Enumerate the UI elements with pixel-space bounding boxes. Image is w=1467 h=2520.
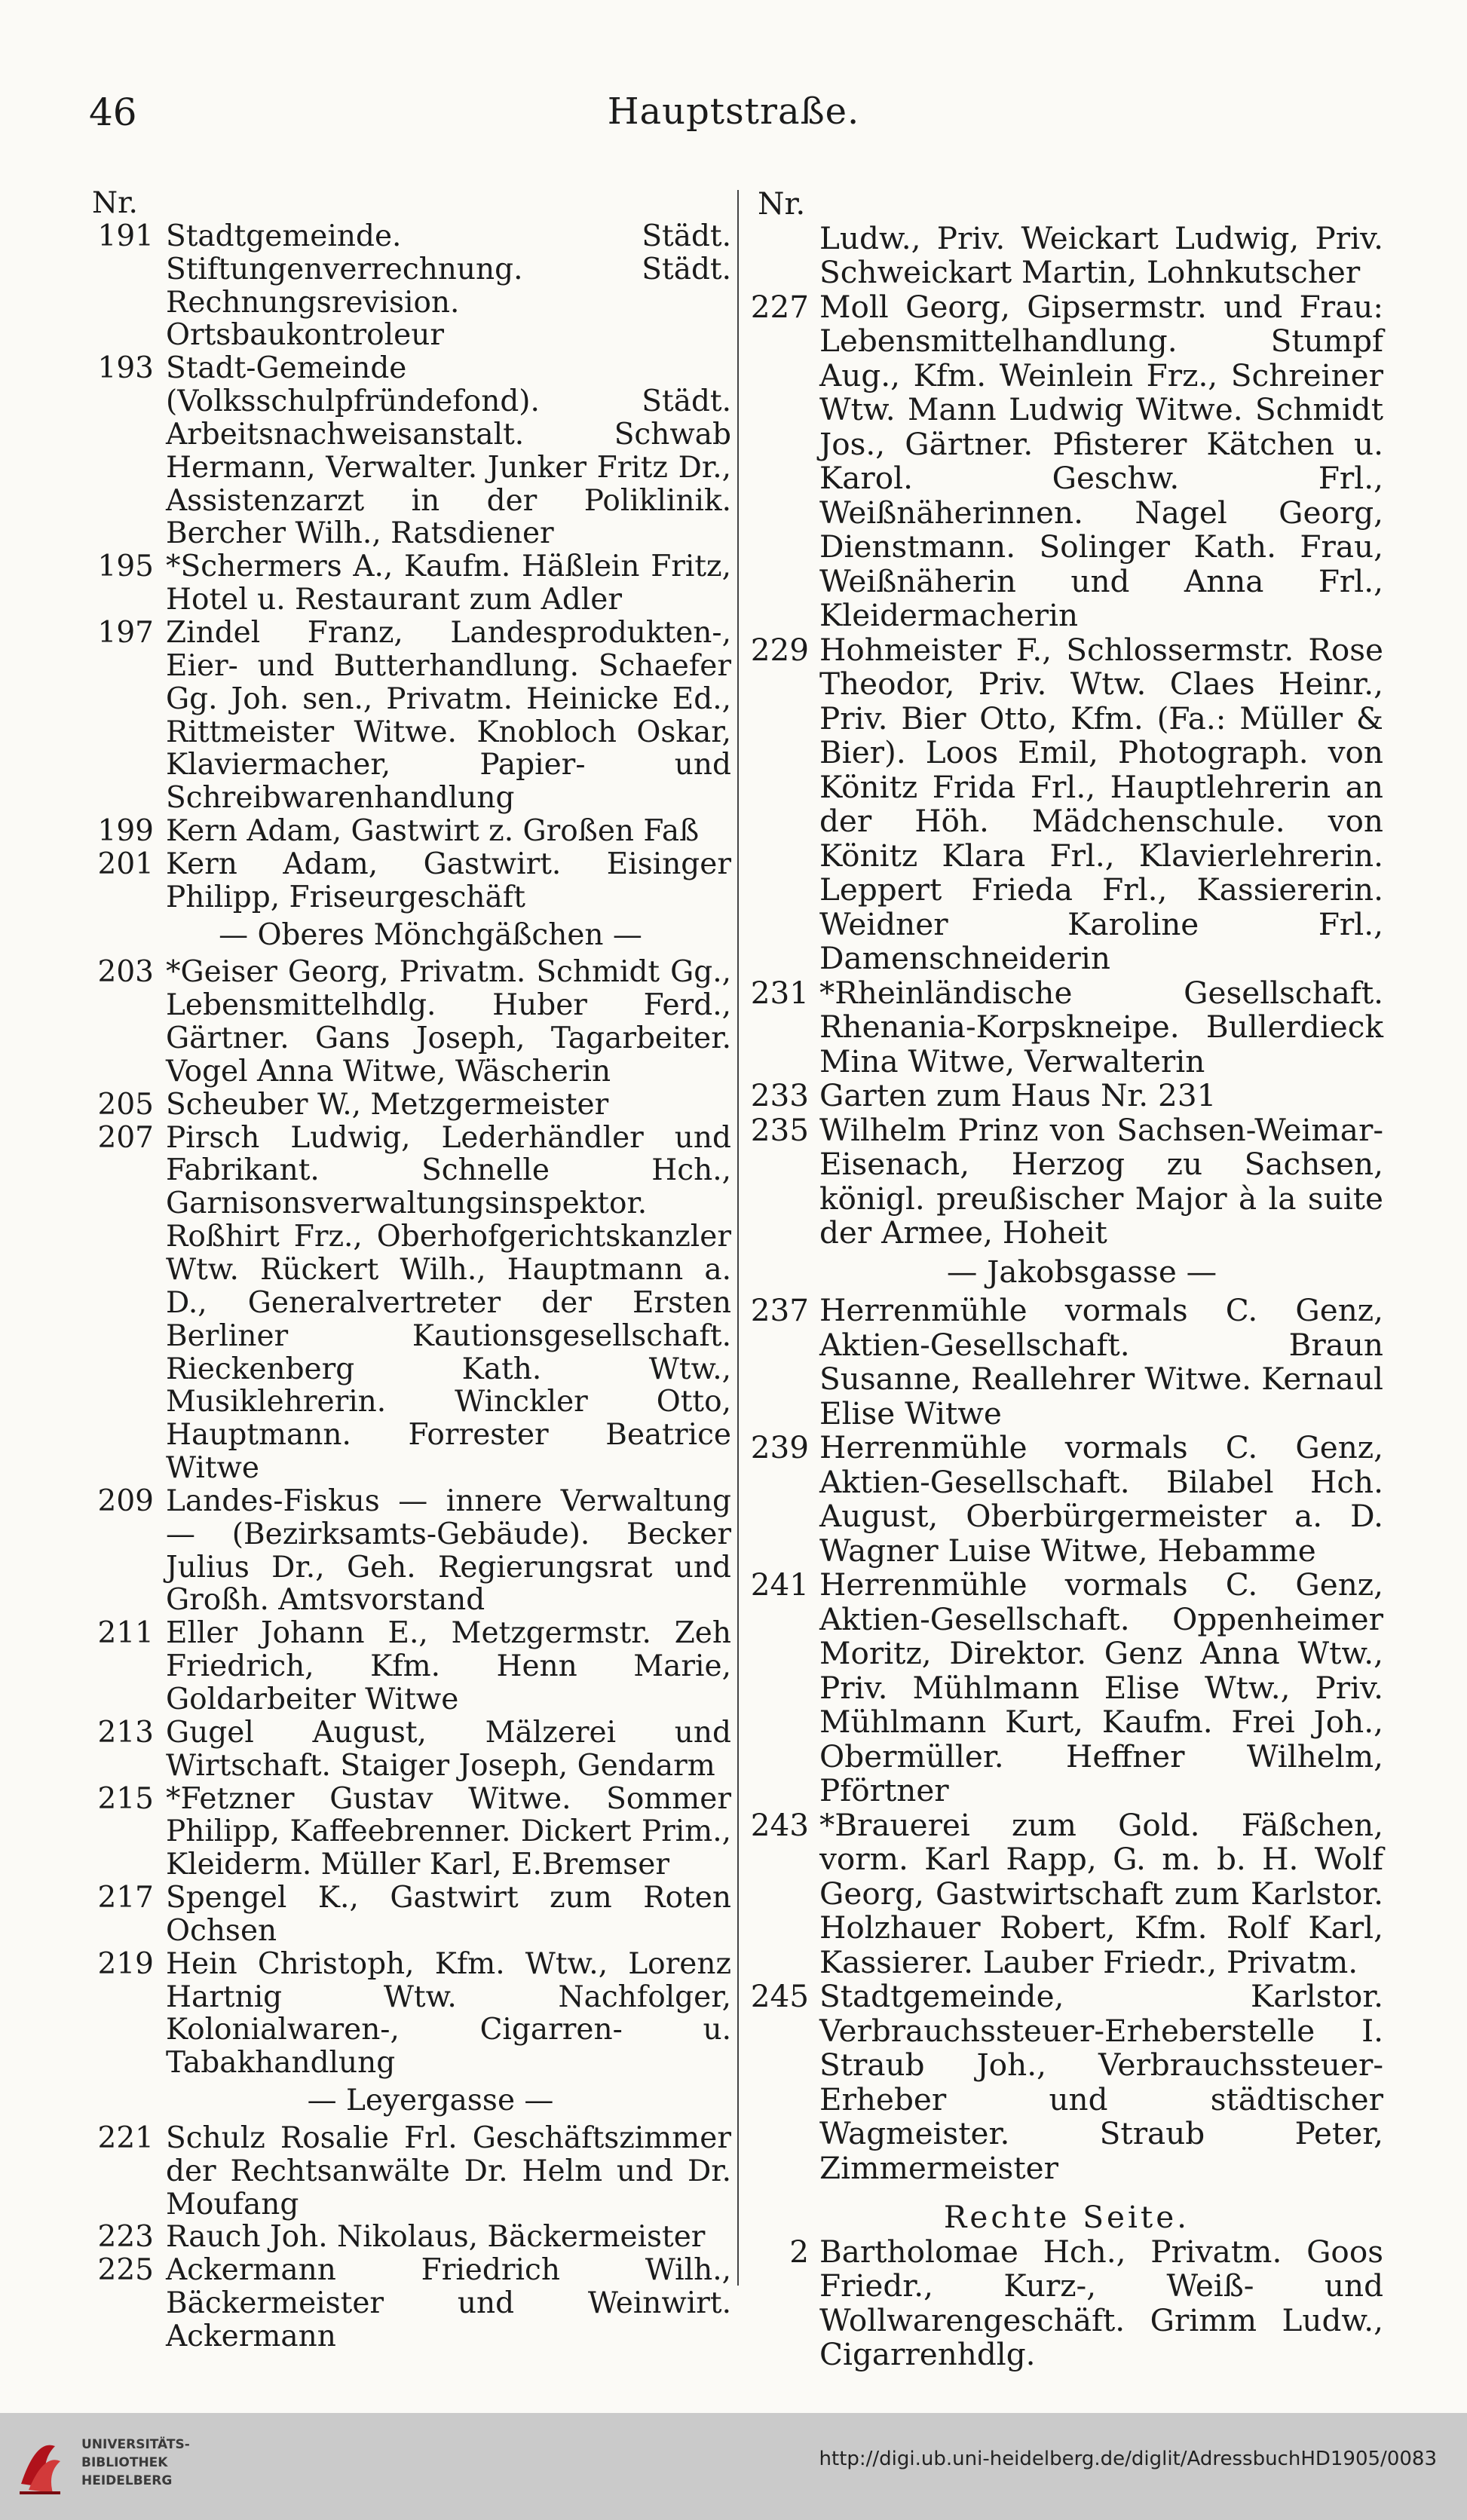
address-entry xyxy=(750,1294,1383,1431)
house-number: 201 xyxy=(97,847,154,881)
house-number: 235 xyxy=(750,1111,809,1148)
entry-text: Spengel K., Gastwirt zum Roten Ochsen xyxy=(166,1881,731,1948)
entry-text: Schulz Rosalie Frl. Geschäftszimmer der Rechtsanwälte Dr. Helm und Dr. Moufang xyxy=(166,2120,731,2221)
house-number: 225 xyxy=(97,2253,154,2288)
address-entry xyxy=(84,617,731,815)
entry-text: Moll Georg, Gipsermstr. und Frau: Lebensmittelhandlung. Stumpf Aug., Kfm. Weinlein Frz., Schreiner Wtw. Mann Ludwig Witwe. Schmidt Jos., Gärtner. Pfisterer Kätchen u. Karol. Geschw. Frl., Weißnäherinnen. Nagel Georg, Dienstmann. Solinger Kath. Frau, Weißnäherin und Anna Frl., Kleidermacherin xyxy=(819,288,1383,633)
entry-text: Eller Johann E., Metzgermstr. Zeh Friedrich, Kfm. Henn Marie, Goldarbeiter Witwe xyxy=(166,1616,731,1716)
entry-text: Landes-Fiskus — innere Verwaltung — (Bezirksamts-Gebäude). Becker Julius Dr., Geh. Regierungsrat und Großh. Amtsvorstand xyxy=(166,1484,731,1618)
entry-text: Wilhelm Prinz von Sachsen-Weimar-Eisenach, Herzog zu Sachsen, königl. preußischer Major à la suite der Armee, Hoheit xyxy=(819,1111,1383,1251)
library-logo-icon xyxy=(14,2431,66,2499)
entry-text: Hein Christoph, Kfm. Wtw., Lorenz Hartnig Wtw. Nachfolger, Kolonialwaren-, Cigarren- u. Tabakhandlung xyxy=(166,1946,731,2081)
left-column xyxy=(84,187,731,2353)
entry-text: Kern Adam, Gastwirt. Eisinger Philipp, Friseurgeschäft xyxy=(166,847,731,914)
address-entry xyxy=(84,1485,731,1617)
nr-column-heading: Nr. xyxy=(92,186,138,220)
entry-text: Herrenmühle vormals C. Genz, Aktien-Gesellschaft. Bilabel Hch. August, Oberbürgermeister a. D. Wagner Luise Witwe, Hebamme xyxy=(819,1429,1383,1569)
nr-column-heading: Nr. xyxy=(758,185,806,222)
address-entry xyxy=(750,2235,1383,2372)
house-number: 215 xyxy=(97,1781,154,1816)
house-number: 241 xyxy=(750,1566,809,1603)
address-entry xyxy=(84,848,731,914)
address-entry xyxy=(84,352,731,550)
entry-text: Pirsch Ludwig, Lederhändler und Fabrikant. Schnelle Hch., Garnisonsverwaltungsinspektor. Roßhirt Frz., Oberhofgerichtskanzler Wtw. Rückert Wilh., Hauptmann a. D., Generalvertreter der Ersten Berliner Kautionsgesellschaft. Rieckenberg Kath. Wtw., Musiklehrerin. Winckler Otto, Hauptmann. Forrester Beatrice Witwe xyxy=(166,1120,731,1486)
address-entry xyxy=(750,219,1383,290)
entry-text: Ludw., Priv. Weickart Ludwig, Priv. Schweickart Martin, Lohnkutscher xyxy=(819,219,1383,290)
address-entry xyxy=(84,1948,731,2080)
house-number: 219 xyxy=(97,1946,154,1981)
side-heading: Rechte Seite. xyxy=(943,2199,1190,2235)
address-entry xyxy=(84,2122,731,2221)
entry-text: Hohmeister F., Schlossermstr. Rose Theodor, Priv. Wtw. Claes Heinr., Priv. Bier Otto, Kfm. (Fa.: Müller & Bier). Loos Emil, Photograph. von Könitz Frida Frl., Hauptlehrerin an der Höh. Mädchenschule. von Könitz Klara Frl., Klavierlehrerin. Leppert Frieda Frl., Kassiererin. Weidner Karoline Frl., Damenschneiderin xyxy=(819,631,1383,976)
entry-text: Rauch Joh. Nikolaus, Bäckermeister xyxy=(166,2220,706,2255)
entry-text: Stadt-Gemeinde (Volksschulpfründefond). Städt. Arbeitsnachweisanstalt. Schwab Hermann, Verwalter. Junker Fritz Dr., Assistenzarzt in der Poliklinik. Bercher Wilh., Ratsdiener xyxy=(166,351,731,551)
page-header xyxy=(0,90,1467,151)
library-name-line: BIBLIOTHEK xyxy=(81,2455,168,2470)
library-name-line: UNIVERSITÄTS- xyxy=(81,2437,190,2452)
house-number: 221 xyxy=(97,2120,154,2155)
entry-text: Stadtgemeinde. Städt. Stiftungenverrechnung. Städt. Rechnungsrevision. Ortsbaukontroleur xyxy=(166,219,731,353)
address-entry xyxy=(84,1716,731,1783)
page-title: Hauptstraße. xyxy=(607,90,860,133)
address-entry xyxy=(84,1122,731,1485)
house-number: 233 xyxy=(750,1077,809,1113)
address-entry xyxy=(750,633,1383,976)
entry-text: *Rheinländische Gesellschaft. Rhenania-Korpskneipe. Bullerdieck Mina Witwe, Verwalterin xyxy=(819,974,1383,1079)
entry-text: Zindel Franz, Landesprodukten-, Eier- und Butterhandlung. Schaefer Gg. Joh. sen., Privatm. Heinicke Ed., Rittmeister Witwe. Knobloch Oskar, Klaviermacher, Papier- und Schreibwarenhandlung xyxy=(166,615,731,816)
street-section-heading: — Jakobsgasse — xyxy=(946,1253,1217,1290)
address-entry xyxy=(84,550,731,617)
house-number: 2 xyxy=(789,2233,809,2270)
footer-bar xyxy=(0,2413,1467,2520)
house-number: 237 xyxy=(750,1292,809,1328)
address-entry xyxy=(750,976,1383,1079)
house-number: 209 xyxy=(97,1484,154,1518)
house-number: 239 xyxy=(750,1429,809,1465)
house-number: 217 xyxy=(97,1881,154,1915)
house-number: 193 xyxy=(97,351,154,386)
address-entry xyxy=(750,1079,1383,1113)
address-entry xyxy=(84,815,731,848)
house-number: 195 xyxy=(97,550,154,584)
house-number: 207 xyxy=(97,1120,154,1155)
entry-text: Scheuber W., Metzgermeister xyxy=(166,1087,609,1122)
entry-text: Stadtgemeinde, Karlstor. Verbrauchssteuer-Erheberstelle I. Straub Joh., Verbrauchssteuer-Erheber und städtischer Wagmeister. Straub Peter, Zimmermeister xyxy=(819,1978,1383,2186)
entry-text: Herrenmühle vormals C. Genz, Aktien-Gesellschaft. Braun Susanne, Reallehrer Witwe. Kernaul Elise Witwe xyxy=(819,1292,1383,1431)
page-number: 46 xyxy=(89,90,137,134)
address-entry xyxy=(84,1783,731,1882)
address-entry xyxy=(750,1113,1383,1251)
house-number: 211 xyxy=(97,1616,154,1651)
street-section-heading: — Oberes Mönchgäßchen — xyxy=(219,917,642,952)
entry-text: *Fetzner Gustav Witwe. Sommer Philipp, Kaffeebrenner. Dickert Prim., Kleiderm. Müller Karl, E.Bremser xyxy=(166,1781,731,1882)
entry-text: Gugel August, Mälzerei und Wirtschaft. Staiger Joseph, Gendarm xyxy=(166,1715,731,1783)
house-number: 197 xyxy=(97,615,154,650)
library-name xyxy=(81,2436,190,2490)
house-number: 227 xyxy=(750,288,809,325)
address-entry xyxy=(750,1980,1383,2185)
column-divider xyxy=(737,190,739,2286)
address-entry xyxy=(84,220,731,352)
library-name-line: HEIDELBERG xyxy=(81,2473,173,2488)
house-number: 213 xyxy=(97,1715,154,1750)
house-number: 191 xyxy=(97,219,154,253)
address-entry xyxy=(750,1808,1383,1980)
address-entry xyxy=(84,1089,731,1122)
house-number: 205 xyxy=(97,1087,154,1122)
entry-text: *Geiser Georg, Privatm. Schmidt Gg., Lebensmittelhdlg. Huber Ferd., Gärtner. Gans Joseph, Tagarbeiter. Vogel Anna Witwe, Wäscherin xyxy=(166,955,731,1089)
house-number: 199 xyxy=(97,814,154,849)
entry-text: Herrenmühle vormals C. Genz, Aktien-Gesellschaft. Oppenheimer Moritz, Direktor. Genz Anna Wtw., Priv. Mühlmann Elise Wtw., Priv. Mühlmann Kurt, Kaufm. Frei Joh., Obermüller. Heffner Wilhelm, Pförtner xyxy=(819,1566,1383,1808)
address-entry xyxy=(84,1617,731,1716)
address-entry xyxy=(84,1882,731,1948)
entry-text: Ackermann Friedrich Wilh., Bäckermeister und Weinwirt. Ackermann xyxy=(166,2253,731,2353)
source-url-link[interactable]: http://digi.ub.uni-heidelberg.de/diglit/AdressbuchHD1905/0083 xyxy=(819,2448,1437,2470)
house-number: 203 xyxy=(97,955,154,990)
entry-text: Garten zum Haus Nr. 231 xyxy=(819,1077,1217,1113)
address-entry xyxy=(84,2254,731,2353)
house-number: 229 xyxy=(750,631,809,668)
address-entry xyxy=(84,956,731,1088)
house-number: 245 xyxy=(750,1978,809,2014)
entry-text: Kern Adam, Gastwirt z. Großen Faß xyxy=(166,814,700,849)
house-number: 223 xyxy=(97,2220,154,2255)
address-entry xyxy=(84,2221,731,2254)
house-number: 231 xyxy=(750,974,809,1011)
address-entry xyxy=(750,1431,1383,1568)
entry-text: Bartholomae Hch., Privatm. Goos Friedr., Kurz-, Weiß- und Wollwarengeschäft. Grimm Ludw., Cigarrenhdlg. xyxy=(819,2233,1383,2372)
street-section-heading: — Leyergasse — xyxy=(307,2084,554,2118)
entry-text: *Schermers A., Kaufm. Häßlein Fritz, Hotel u. Restaurant zum Adler xyxy=(166,550,731,617)
right-column xyxy=(750,187,1383,2372)
address-entry xyxy=(750,1568,1383,1808)
entry-text: *Brauerei zum Gold. Fäßchen, vorm. Karl Rapp, G. m. b. H. Wolf Georg, Gastwirtschaft zum Karlstor. Holzhauer Robert, Kfm. Rolf Karl, Kassierer. Lauber Friedr., Privatm. xyxy=(819,1806,1383,1980)
house-number: 243 xyxy=(750,1806,809,1843)
address-entry xyxy=(750,290,1383,633)
